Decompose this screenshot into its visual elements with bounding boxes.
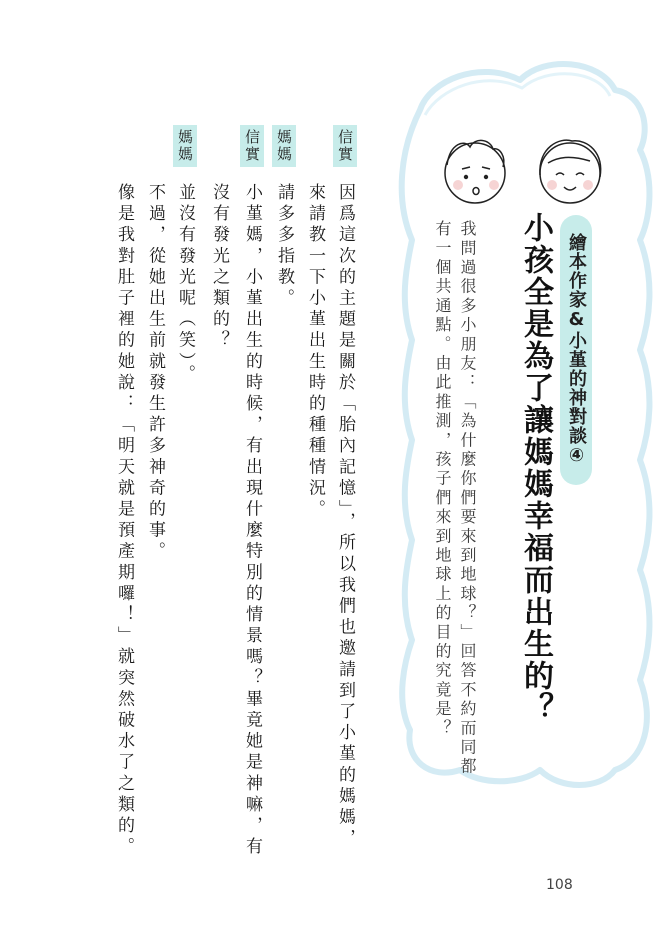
page-number: 108	[546, 877, 573, 893]
girl-face-icon	[540, 140, 601, 203]
dialogue-line: 來請教一下小堇出生時的種種情況。	[305, 183, 325, 521]
speaker-label: 信實	[240, 125, 264, 167]
article-intro: 我問過很多小朋友：「為什麼你們要來到地球？」回答不約而同都有一個共通點。由此推測，孩子們來到地球上的目的究竟是？	[433, 220, 477, 777]
dialogue-line: 不過，從她出生前就發生許多神奇的事。	[145, 183, 165, 563]
boy-face-icon	[445, 140, 505, 203]
dialogue-line: 請多多指教。	[274, 183, 294, 310]
dialogue-line: 並沒有發光呢（笑）。	[175, 183, 195, 386]
speaker-label: 信實	[333, 125, 357, 167]
speaker-label: 媽媽	[272, 125, 296, 167]
dialogue-line: 像是我對肚子裡的她說：「明天就是預產期囉！」就突然破水了之類的。	[114, 183, 134, 859]
speaker-label: 媽媽	[173, 125, 197, 167]
dialogue-line: 小堇媽，小堇出生的時候，有出現什麼特別的情景嗎？畢竟她是神嘛，有	[242, 183, 262, 859]
children-illustration	[420, 125, 630, 215]
series-tag: 繪本作家&小堇的神對談④	[560, 215, 592, 485]
dialogue-line: 因爲這次的主題是關於「胎內記憶」，所以我們也邀請到了小堇的媽媽，	[335, 183, 355, 850]
article-title: 小孩全是為了讓媽媽幸福而出生的？	[518, 212, 553, 724]
dialogue-line: 沒有發光之類的？	[209, 183, 229, 352]
